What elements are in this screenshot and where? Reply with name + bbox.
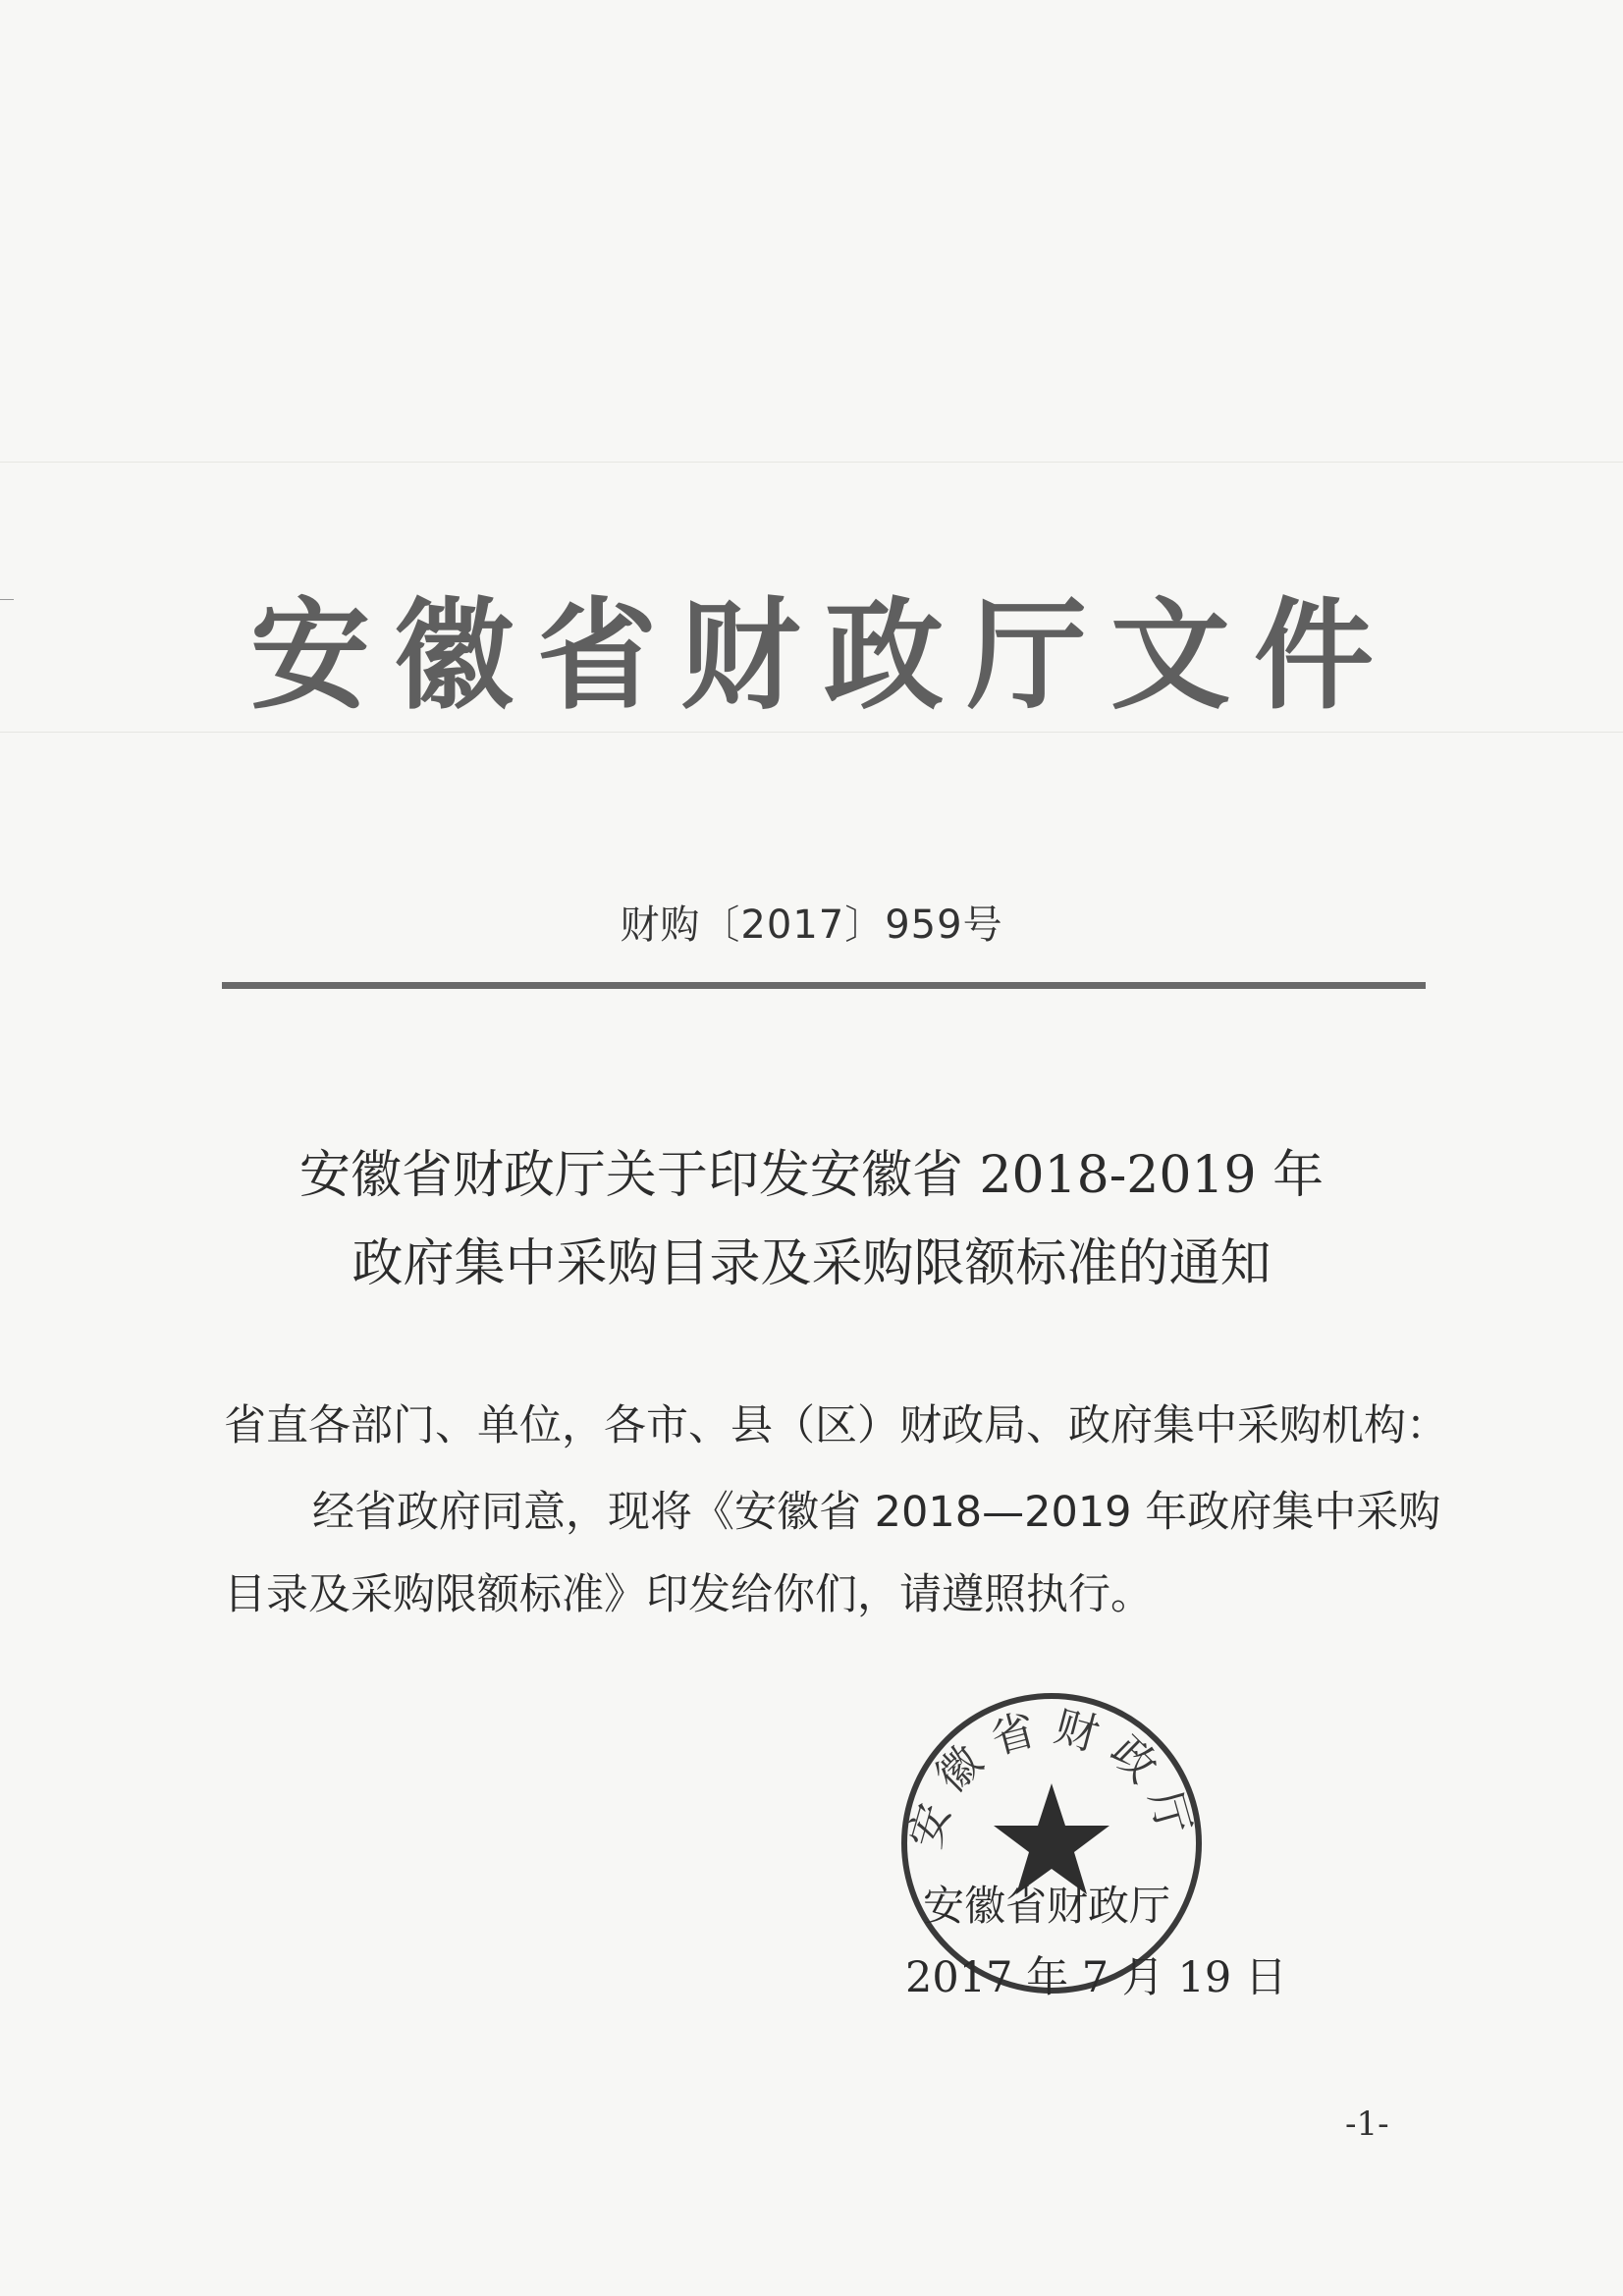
subject-line-1: 安徽省财政厅关于印发安徽省 2018-2019 年 (298, 1146, 1325, 1205)
salutation: 省直各部门、单位，各市、县（区）财政局、政府集中采购机构： (224, 1401, 1448, 1450)
document-header-title: 安徽省财政厅文件 (250, 586, 1397, 726)
body-paragraph-line-1: 经省政府同意，现将《安徽省 2018—2019 年政府集中采购 (312, 1488, 1441, 1537)
body-paragraph-line-2: 目录及采购限额标准》印发给你们，请遵照执行。 (224, 1570, 1153, 1619)
issue-date: 2017 年 7 月 19 日 (905, 1953, 1287, 2002)
page-number: -1- (1345, 2105, 1389, 2144)
scan-artifact (0, 462, 1623, 463)
document-number: 财购〔2017〕959号 (620, 902, 1003, 948)
document-subject (0, 1131, 1623, 1308)
edge-mark (0, 599, 14, 600)
scan-artifact (0, 732, 1623, 733)
issuer-signature: 安徽省财政厅 (923, 1882, 1171, 1930)
seal-text: 安徽省财政厅 (899, 1701, 1204, 1854)
header-divider (222, 982, 1426, 989)
subject-line-2: 政府集中采购目录及采购限额标准的通知 (352, 1234, 1271, 1293)
